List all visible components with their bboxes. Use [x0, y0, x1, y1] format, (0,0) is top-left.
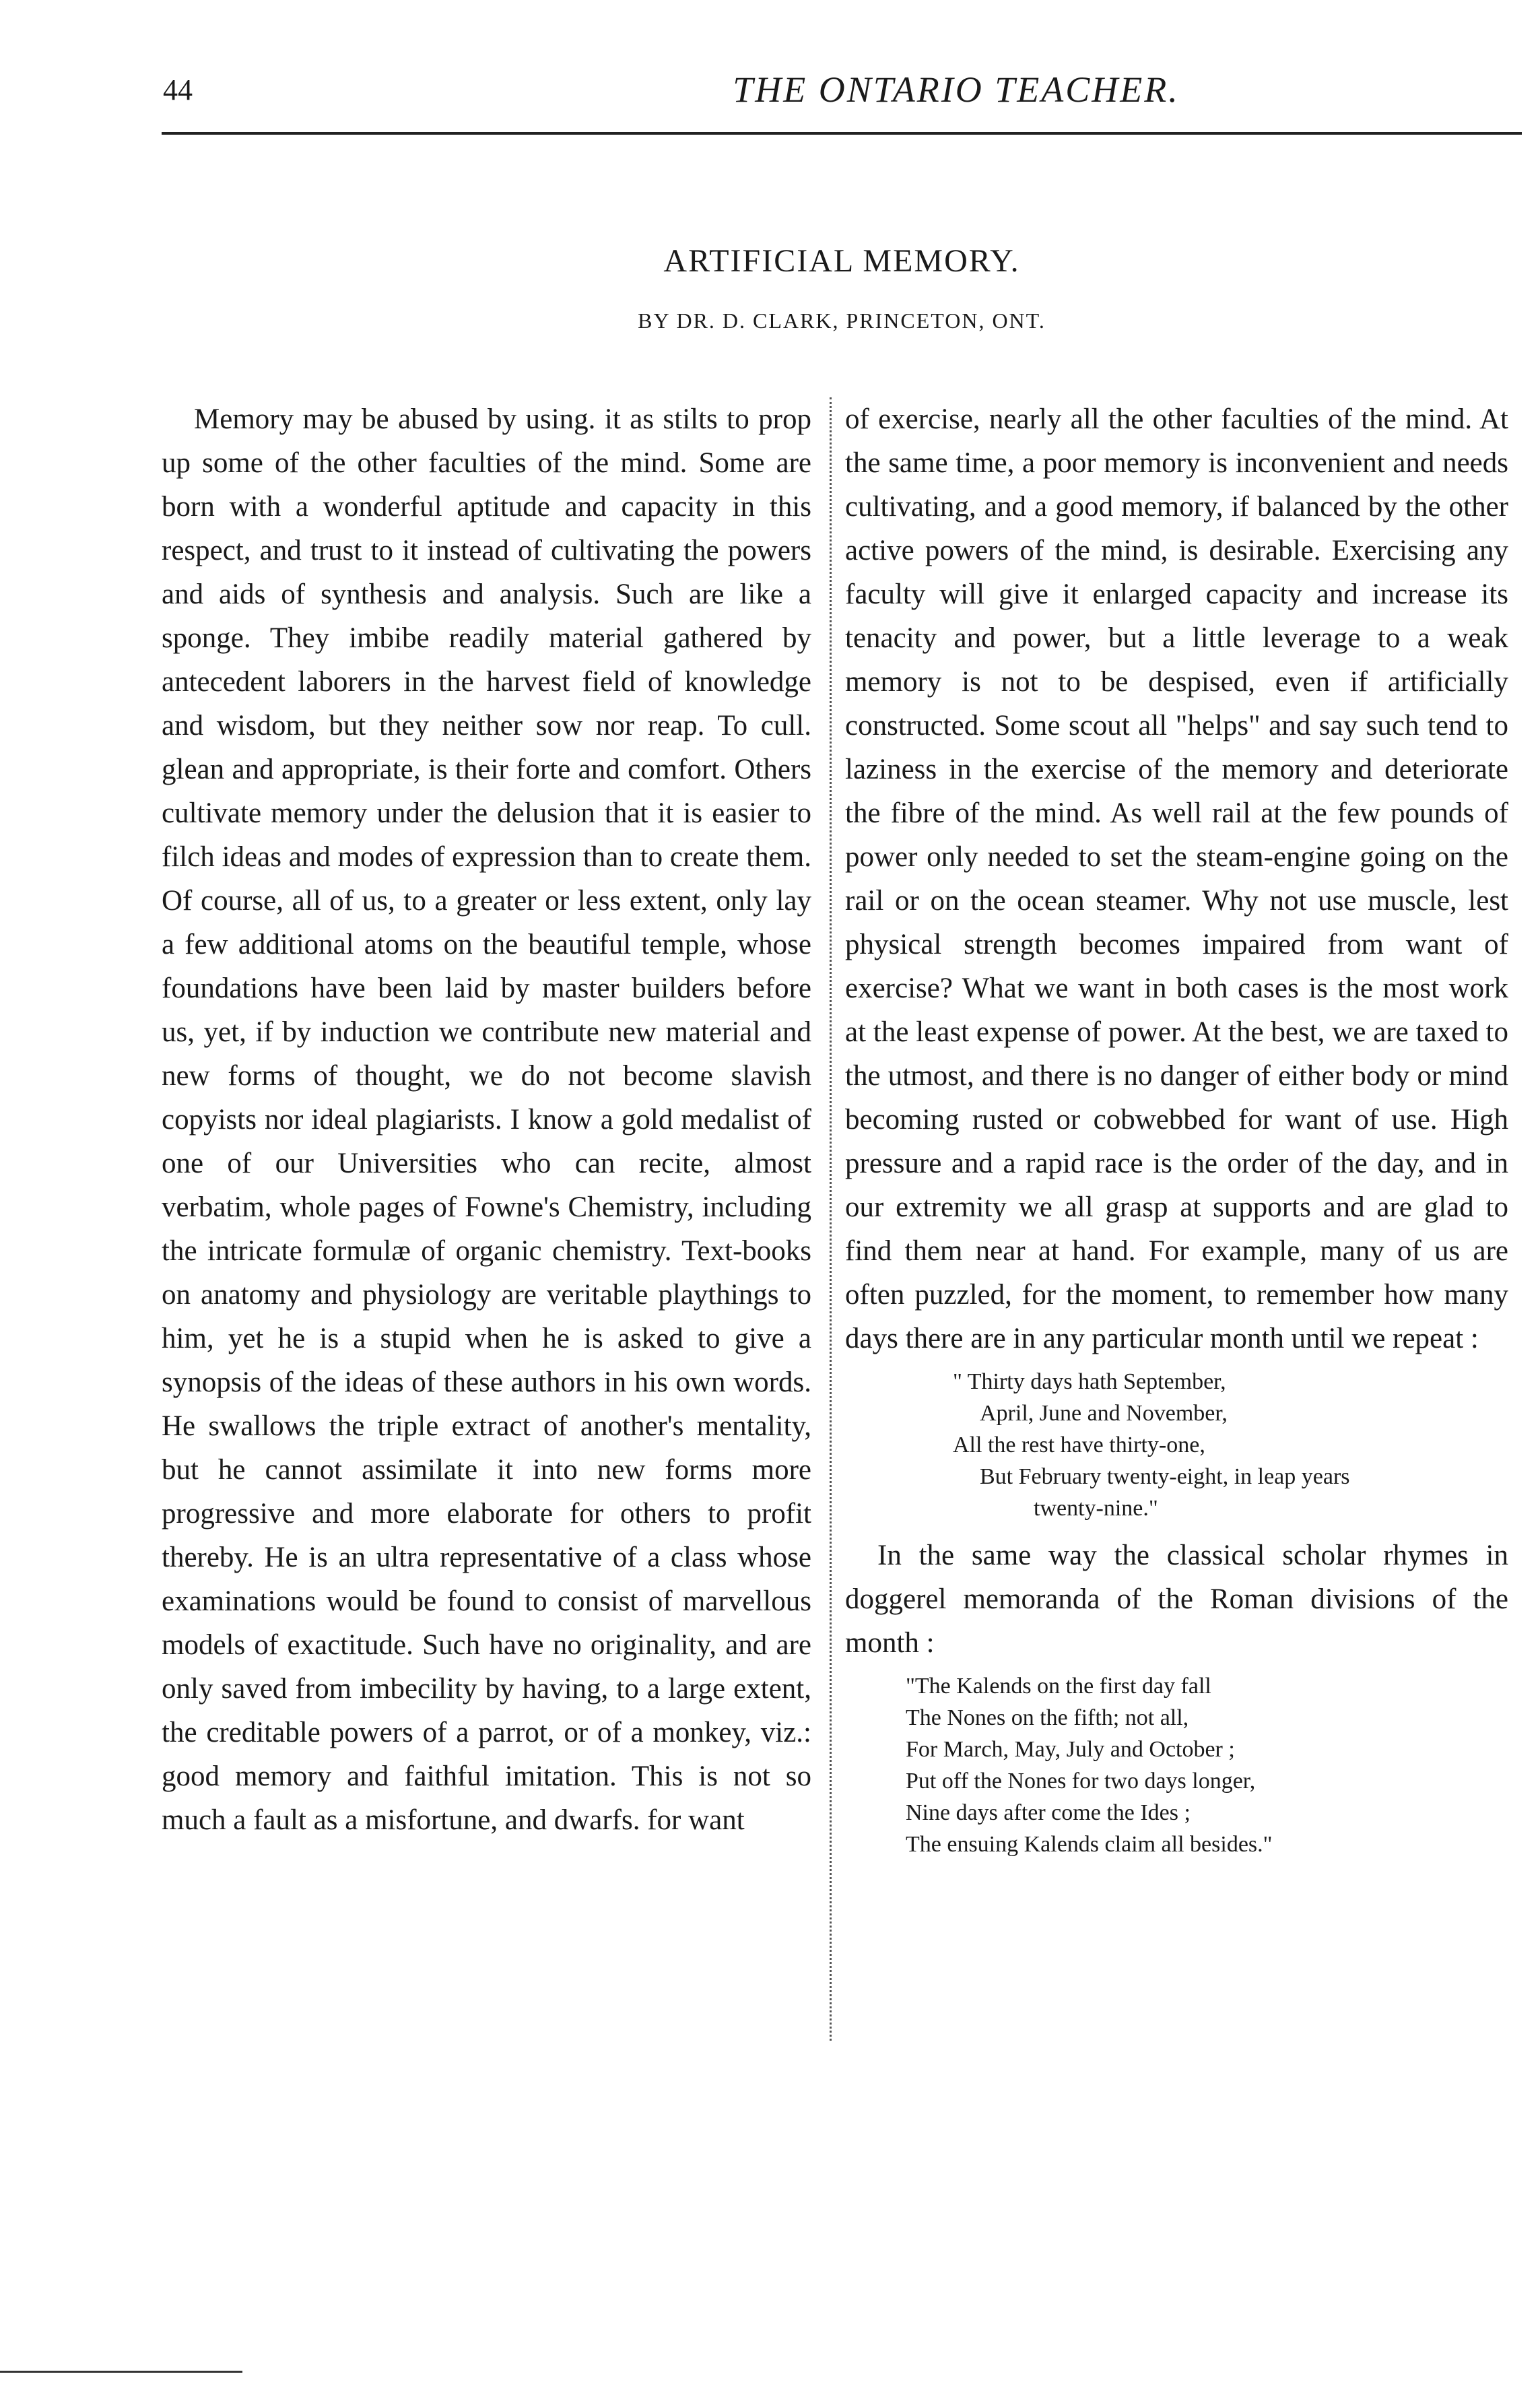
- paragraph: In the same way the classical scholar rhymes in doggerel memoranda of the Roman divisions of the month :: [845, 1540, 1508, 1659]
- verse-line: The ensuing Kalends claim all besides.": [906, 1832, 1273, 1857]
- verse-kalends: [845, 1670, 1508, 1860]
- running-title: THE ONTARIO TEACHER.: [733, 69, 1180, 110]
- header-rule: [162, 132, 1522, 135]
- verse-line: "The Kalends on the first day fall: [906, 1674, 1211, 1699]
- paragraph: of exercise, nearly all the other faculties of the mind. At the same time, a poor memory is inconvenient and needs cultivating, and a good memory, if balanced by the other active powers of the mind, is desirable. Exercising any faculty will give it enlarged capacity and increase its tenacity and power, but a little leverage to a weak memory is not to be despised, even if artificially constructed. Some scout all "helps" and say such tend to laziness in the exercise of the memory and deteriorate the fibre of the mind. As well rail at the few pounds of power only needed to set the steam-engine going on the rail or on the ocean steamer. Why not use muscle, lest physical strength becomes impaired from want of exercise? What we want in both cases is the most work at the least expense of power. At the best, we are taxed to the utmost, and there is no danger of either body or mind becoming rusted or cobwebbed for want of use. High pressure and a rapid race is the order of the day, and in our extremity we all grasp at supports and are glad to find them near at hand. For example, many of us are often puzzled, for the moment, to remember how many days there are in any particular month until we repeat :: [845, 403, 1508, 1354]
- right-column: [845, 397, 1508, 1870]
- article-title: ARTIFICIAL MEMORY.: [663, 243, 1020, 279]
- column-divider: [830, 397, 832, 2041]
- verse-line: All the rest have thirty-one,: [953, 1433, 1205, 1457]
- left-column: [162, 397, 811, 1842]
- verse-line: For March, May, July and October ;: [906, 1737, 1235, 1762]
- page-number: 44: [163, 73, 193, 106]
- article-byline: BY DR. D. CLARK, PRINCETON, ONT.: [638, 308, 1046, 333]
- verse-months: [845, 1366, 1508, 1524]
- verse-line: Put off the Nones for two days longer,: [906, 1769, 1256, 1794]
- verse-line: Nine days after come the Ides ;: [906, 1800, 1191, 1825]
- verse-line: April, June and November,: [980, 1401, 1228, 1426]
- verse-line: The Nones on the fifth; not all,: [906, 1705, 1189, 1730]
- paragraph: Memory may be abused by using. it as stilts to prop up some of the other faculties of the mind. Some are born with a wonderful aptitude and capacity in this respect, and trust to it instead of cultivating the powers and aids of synthesis and analysis. Such are like a sponge. They imbibe readily material gathered by antecedent laborers in the harvest field of knowledge and wisdom, but they neither sow nor reap. To cull. glean and appropriate, is their forte and comfort. Others cultivate memory under the delusion that it is easier to filch ideas and modes of expression than to create them. Of course, all of us, to a greater or less extent, only lay a few additional atoms on the beautiful temple, whose foundations have been laid by master builders before us, yet, if by induction we contribute new material and new forms of thought, we do not become slavish copyists nor ideal plagiarists. I know a gold medalist of one of our Universities who can recite, almost verbatim, whole pages of Fowne's Chemistry, including the intricate formulæ of organic chemistry. Text-books on anatomy and physiology are veritable playthings to him, yet he is a stupid when he is asked to give a synopsis of the ideas of these authors in his own words. He swallows the triple extract of another's mentality, but he cannot assimilate it into new forms more progressive and more elaborate for others to profit thereby. He is an ultra representative of a class whose examinations would be found to consist of marvellous models of exactitude. Such have no originality, and are only saved from imbecility by having, to a large extent, the creditable powers of a parrot, or of a monkey, viz.: good memory and faithful imitation. This is not so much a fault as a misfortune, and dwarfs. for want: [162, 403, 811, 1836]
- verse-line: But February twenty-eight, in leap years: [980, 1464, 1350, 1489]
- verse-line: " Thirty days hath September,: [953, 1369, 1226, 1394]
- footer-rule: [0, 2371, 242, 2373]
- verse-line: twenty-nine.": [1034, 1496, 1158, 1521]
